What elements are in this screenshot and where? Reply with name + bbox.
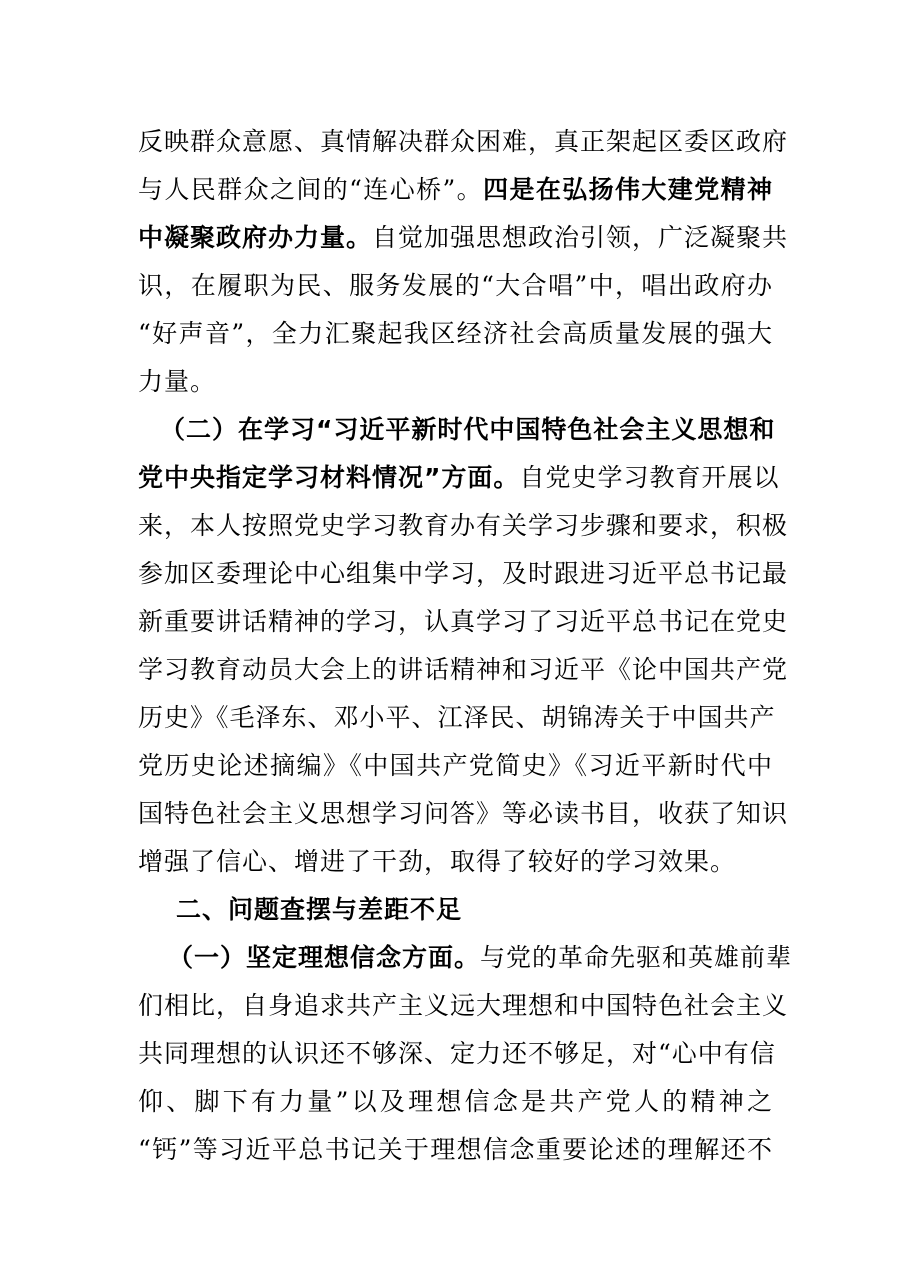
- text-line: [138, 694, 776, 742]
- bold-point-heading: 中凝聚政府办力量。: [138, 223, 373, 252]
- text-run: 增强了信心、增进了干劲，取得了较好的学习效果。: [138, 847, 737, 876]
- text-line: [138, 214, 789, 262]
- text-run: 国特色社会主义思想学习问答》等必读书目，收获了知识: [138, 799, 789, 828]
- text-run: 与人民群众之间的“连心桥”。: [138, 175, 484, 204]
- text-line: [138, 790, 789, 838]
- section-heading-text: 二、问题查摆与差距不足: [176, 895, 463, 924]
- paragraph-ideals-beliefs: [138, 934, 793, 1174]
- text-run: 历史》《毛泽东、邓小平、江泽民、胡锦涛关于中国共产: [138, 703, 776, 732]
- text-run: 们相比，自身追求共产主义远大理想和中国特色社会主义: [138, 991, 789, 1020]
- text-line: [138, 262, 773, 310]
- text-line: [138, 310, 773, 358]
- paragraph-study-materials: [138, 406, 789, 886]
- text-run: 参加区委理论中心组集中学习，及时跟进习近平总书记最: [138, 559, 789, 588]
- text-run: 共同理想的认识还不够深、定力还不够足，对“心中有信: [138, 1039, 776, 1068]
- text-line: [138, 166, 773, 214]
- text-run: 识，在履职为民、服务发展的“大合唱”中，唱出政府办: [138, 271, 773, 300]
- text-run: 来，本人按照党史学习教育办有关学习步骤和要求，积极: [138, 511, 789, 540]
- text-line: [138, 982, 789, 1030]
- text-line: [138, 454, 780, 502]
- text-run: 与党的革命先驱和英雄前辈: [480, 943, 793, 972]
- text-line: [138, 598, 789, 646]
- text-line: [138, 1078, 773, 1126]
- text-line: [138, 1126, 773, 1174]
- text-run: 自党史学习教育开展以: [519, 463, 780, 492]
- text-run: 新重要讲话精神的学习，认真学习了习近平总书记在党史: [138, 607, 789, 636]
- text-line: [138, 118, 789, 166]
- text-run: 学习教育动员大会上的讲话精神和习近平《论中国共产党: [138, 655, 789, 684]
- text-run: 力量。: [138, 367, 217, 396]
- paragraph-conclusion-points: [138, 118, 789, 406]
- text-line: [138, 358, 773, 406]
- text-line: [138, 550, 789, 598]
- bold-point-heading: 四是在弘扬伟大建党精神: [483, 175, 773, 204]
- text-line: [138, 1030, 776, 1078]
- text-line: [138, 502, 789, 550]
- text-run: “钙”等习近平总书记关于理想信念重要论述的理解还不: [138, 1135, 773, 1164]
- text-line: [138, 406, 776, 454]
- section-subheading: 党中央指定学习材料情况”方面。: [138, 463, 520, 492]
- text-run: 反映群众意愿、真情解决群众困难，真正架起区委区政府: [138, 127, 789, 156]
- section-subheading: （二）在学习“习近平新时代中国特色社会主义思想和: [160, 415, 776, 444]
- text-line: [138, 934, 793, 982]
- text-line: [138, 838, 773, 886]
- text-line: [138, 742, 773, 790]
- section-subheading: （一）坚定理想信念方面。: [168, 943, 481, 972]
- text-run: “好声音”，全力汇聚起我区经济社会高质量发展的强大: [138, 319, 773, 348]
- text-run: 自觉加强思想政治引领，广泛凝聚共: [372, 223, 789, 252]
- text-run: 党历史论述摘编》《中国共产党简史》《习近平新时代中: [138, 751, 773, 780]
- text-line: [138, 646, 789, 694]
- section-heading: [138, 886, 773, 934]
- text-run: 仰、脚下有力量”以及理想信念是共产党人的精神之: [138, 1087, 773, 1116]
